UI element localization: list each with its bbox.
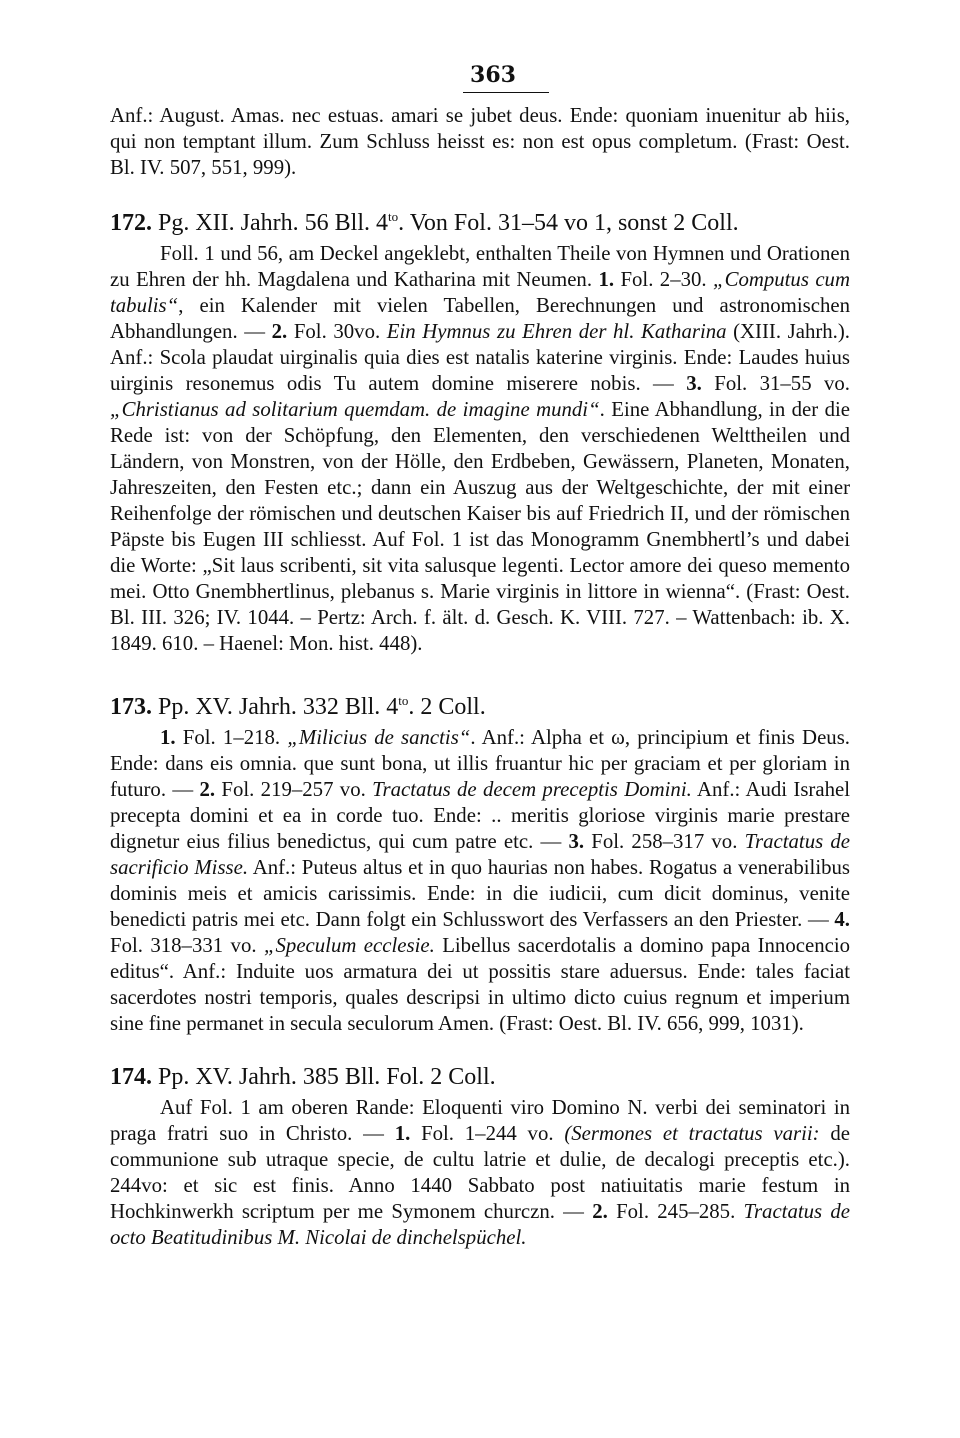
e173-n2: 2. xyxy=(199,778,216,801)
e174-t2: Fol. 1–244 vo. xyxy=(410,1122,565,1145)
entry-173-title: Pp. XV. Jahrh. 332 Bll. 4 xyxy=(158,694,399,720)
entry-172-title-sup: to xyxy=(388,209,399,224)
e172-t1: Foll. 1 und 56, am Deckel angeklebt, enthalten Theile von Hymnen und Orationen zu Ehren der hh. Magdalena und Katharina mit Neumen. xyxy=(110,242,850,291)
entry-172-number: 172. xyxy=(110,210,152,236)
e173-n1: 1. xyxy=(160,726,176,749)
e173-t8: Libellus sacerdotalis a domino papa Innocencio editus“. Anf.: Induite uos armatura dei ut possitis stare aduersus. Ende: tales faciat sacerdotes nostri temporis, quales descripsi in ultimo dicto cuius regnum et imperium sine fine permanet in secula seculorum Amen. (Frast: Oest. Bl. IV. 656, 999, 1031). xyxy=(110,934,850,1035)
e172-t5: (XIII. Jahrh.). Anf.: Scola plaudat uirginalis quia dies est natalis katerine virginis. Ende: Laudes huius uirginis resonemus odis Tu autem domine miserere nobis. — xyxy=(110,320,850,395)
e173-t4: Anf.: Audi Israhel precepta domini et ea in corde tuo. Ende: .. meritis gloriose virginis marie prestare dignetur eius filius benedictus, qui cum patre etc. — xyxy=(110,778,850,853)
e173-i4: „Speculum ecclesie. xyxy=(263,934,435,957)
e173-t1: Fol. 1–218. xyxy=(175,726,288,749)
e172-n1: 1. xyxy=(598,268,615,291)
entry-173-title-rest: . 2 Coll. xyxy=(408,694,486,720)
e173-t6: Anf.: Puteus altus et in quo haurias non habes. Rogatus a venerabilibus dominis meis et amicis carissimis. Ende: in die iudicii, cum dicit dominus, venite benedicti patris mei etc. Dann folgt ein Schlusswort des Verfassers an den Priester. — xyxy=(110,856,850,931)
e172-t6: Fol. 31–55 vo. xyxy=(701,372,850,395)
e172-i1: „Computus cum tabulis“ xyxy=(110,268,850,317)
entry-174-title: Pp. XV. Jahrh. 385 Bll. Fol. 2 Coll. xyxy=(158,1064,496,1090)
e172-i3: „Christianus ad solitarium quemdam. de imagine mundi“ xyxy=(110,398,600,421)
page xyxy=(110,62,850,1251)
entry-172-body xyxy=(110,241,850,657)
e174-n2: 2. xyxy=(592,1200,608,1223)
e172-n2: 2. xyxy=(271,320,288,343)
entry-173-heading xyxy=(110,687,850,721)
e172-n3: 3. xyxy=(686,372,702,395)
e173-n3: 3. xyxy=(568,830,585,853)
entry-172-title: Pg. XII. Jahrh. 56 Bll. 4 xyxy=(158,210,388,236)
entry-172-title-rest: . Von Fol. 31–54 vo 1, sonst 2 Coll. xyxy=(398,210,739,236)
e174-i1: (Sermones et tractatus varii: xyxy=(564,1122,820,1145)
e174-n1: 1. xyxy=(394,1122,411,1145)
page-number: 363 xyxy=(470,62,516,88)
e174-t1: Auf Fol. 1 am oberen Rande: Eloquenti viro Domino N. verbi dei seminatori in praga fratri suo in Christo. — xyxy=(110,1096,850,1145)
entry-173-number: 173. xyxy=(110,694,152,720)
e172-t3: , ein Kalender mit vielen Tabellen, Berechnungen und astronomischen Abhandlungen. — xyxy=(110,294,850,343)
e172-t2: Fol. 2–30. xyxy=(614,268,713,291)
entry-174-heading xyxy=(110,1063,850,1091)
entry-174-body xyxy=(110,1095,850,1251)
e172-t4: Fol. 30vo. xyxy=(287,320,387,343)
e173-t5: Fol. 258–317 vo. xyxy=(584,830,745,853)
e174-t4: Fol. 245–285. xyxy=(607,1200,744,1223)
e172-t7: . Eine Abhandlung, in der die Rede ist: von der Schöpfung, den Elementen, den verschiedenen Welttheilen und Ländern, von Monstren, von der Hölle, den Erdbeben, Gewässern, Planeten, Monaten, Jahreszeiten, den Festen etc.; dann ein Auszug aus der Weltgeschichte, der mit einer Reihenfolge der römischen und deutschen Kaiser bis auf Friedrich II, und der römischen Päpste bis Eugen III schliesst. Auf Fol. 1 ist das Monogramm Gnembhertl’s und dabei die Worte: „Sit laus scribenti, sit vita salusque legenti. Lector amore dei queso memento mei. Otto Gnembhertlinus, plebanus s. Marie virginis in littore in wienna“. (Frast: Oest. Bl. III. 326; IV. 1044. – Pertz: Arch. f. ält. d. Gesch. K. VIII. 727. – Wattenbach: ib. X. 1849. 610. – Haenel: Mon. hist. 448). xyxy=(110,398,851,655)
e174-t3: de communione sub utraque specie, de cultu latrie et dulie, de decalogi preceptis etc.). 244vo: et sic est finis. Anno 1440 Sabbato post natiuitatis marie festum in Hochkinwerkh scriptum per me Symonem churczn. — xyxy=(110,1122,850,1223)
e172-i2: Ein Hymnus zu Ehren der hl. Katharina xyxy=(386,320,727,343)
e173-i2: Tractatus de decem preceptis Domini. xyxy=(372,778,692,801)
intro-text: Anf.: August. Amas. nec estuas. amari se jubet deus. Ende: quoniam inuenitur ab hiis, qui non temptant illum. Zum Schluss heisst es: non est opus completum. (Frast: Oest. Bl. IV. 507, 551, 999). xyxy=(110,104,850,179)
e173-t3: Fol. 219–257 vo. xyxy=(215,778,373,801)
e173-t7: Fol. 318–331 vo. xyxy=(110,934,264,957)
intro-paragraph xyxy=(110,103,850,181)
e173-i3: Tractatus de sacrificio Misse. xyxy=(110,830,850,879)
e173-i1: „Milicius de sanctis“ xyxy=(287,726,471,749)
page-number-rule xyxy=(463,92,549,93)
e173-t2: . Anf.: Alpha et ω, principium et finis Deus. Ende: dans eis omnia. que sunt bona, ut illis fruantur hic per graciam et per gloriam in futuro. — xyxy=(110,726,850,801)
entry-173-title-sup: to xyxy=(398,693,409,708)
entry-174-number: 174. xyxy=(110,1064,152,1090)
e173-n4: 4. xyxy=(834,908,850,931)
e174-i2: Tractatus de octo Beatitudinibus M. Nicolai de dinchelspüchel. xyxy=(110,1200,850,1249)
entry-172-heading xyxy=(110,203,850,237)
entry-173-body xyxy=(110,725,850,1037)
